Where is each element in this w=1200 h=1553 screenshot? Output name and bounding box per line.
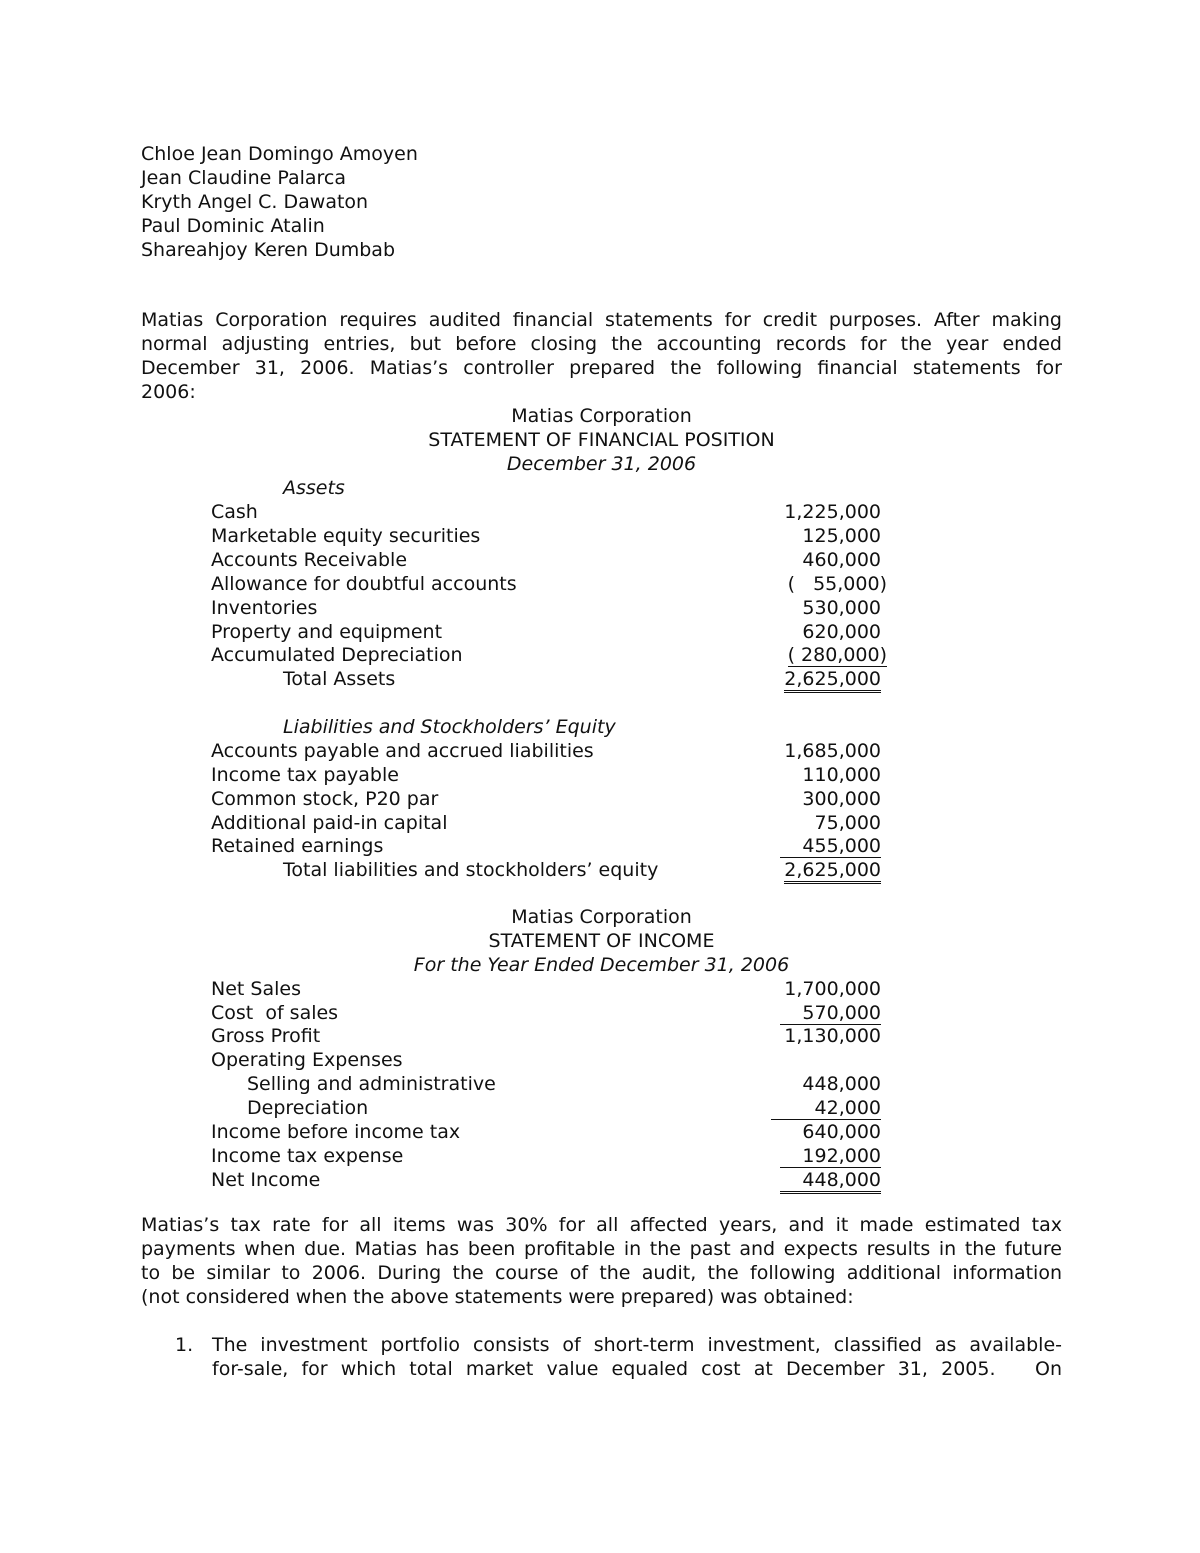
row-value: 640,000 [802, 1121, 881, 1143]
sfp-row [211, 524, 881, 548]
paragraph-line: to be similar to 2006. During the course of the audit, the following additional information [141, 1262, 1062, 1284]
soi-period: For the Year Ended December 31, 2006 [413, 954, 790, 976]
row-value: 455,000 [780, 836, 881, 858]
row-value: 75,000 [814, 812, 881, 834]
row-label: Depreciation [247, 1097, 369, 1119]
soi-row [211, 977, 881, 1001]
soi-title: STATEMENT OF INCOME [488, 930, 715, 952]
soi-row [211, 1048, 881, 1072]
row-label: Common stock, P20 par [211, 788, 439, 810]
row-value-wrap [784, 667, 881, 693]
sfp-row [211, 620, 881, 644]
row-label: Total Assets [283, 668, 396, 690]
sfp-row [211, 834, 881, 858]
row-value: 448,000 [780, 1170, 881, 1194]
row-label: Income tax payable [211, 764, 399, 786]
paragraph-line: payments when due. Matias has been profitable in the past and expects results in the future [141, 1238, 1062, 1260]
paragraph-line: for-sale, for which total market value equaled cost at December 31, 2005. On [212, 1358, 1062, 1380]
soi-company: Matias Corporation [511, 906, 692, 928]
row-label: Allowance for doubtful accounts [211, 573, 517, 595]
row-label: Cost of sales [211, 1002, 339, 1024]
row-label: Marketable equity securities [211, 525, 481, 547]
row-value: 570,000 [780, 1003, 881, 1025]
section-heading: Assets [283, 477, 345, 499]
paragraph-line: The investment portfolio consists of short-term investment, classified as available- [212, 1334, 1062, 1356]
soi-row [211, 1120, 881, 1144]
closing-paragraph [141, 1213, 1062, 1309]
row-value-wrap [780, 1168, 881, 1194]
sfp-row [211, 500, 881, 524]
row-label: Retained earnings [211, 835, 384, 857]
row-label: Cash [211, 501, 258, 523]
row-label: Income before income tax [211, 1121, 461, 1143]
soi-row [211, 1001, 881, 1025]
paragraph-line: December 31, 2006. Matias’s controller prepared the following financial statements for [141, 357, 1062, 379]
row-value-wrap [780, 1001, 881, 1025]
soi-row [211, 1096, 881, 1120]
row-value: 1,700,000 [784, 978, 881, 1000]
sfp-row [211, 739, 881, 763]
sfp-total-row [211, 667, 881, 691]
liab-heading [211, 715, 881, 739]
row-value: 110,000 [802, 764, 881, 786]
author-name: Chloe Jean Domingo Amoyen [141, 143, 418, 165]
row-label: Accounts payable and accrued liabilities [211, 740, 594, 762]
row-label: Additional paid-in capital [211, 812, 448, 834]
sfp-total-row [211, 858, 881, 882]
author-name: Shareahjoy Keren Dumbab [141, 239, 396, 261]
row-value: 125,000 [802, 525, 881, 547]
row-label: Income tax expense [211, 1145, 404, 1167]
row-label: Accumulated Depreciation [211, 644, 463, 666]
row-value: 448,000 [802, 1073, 881, 1095]
row-label: Property and equipment [211, 621, 443, 643]
sfp-row [211, 548, 881, 572]
soi-row [211, 1144, 881, 1168]
paragraph-line: Matias’s tax rate for all items was 30% for all affected years, and it made estimated tax [141, 1214, 1062, 1236]
soi-row [211, 1024, 881, 1048]
row-label: Selling and administrative [247, 1073, 496, 1095]
assets-heading [211, 476, 881, 500]
row-value-wrap [771, 1096, 881, 1120]
section-heading: Liabilities and Stockholders’ Equity [283, 716, 616, 738]
sfp-row [211, 787, 881, 811]
list-number: 1. [175, 1334, 194, 1356]
row-value-wrap [784, 858, 881, 884]
author-name: Kryth Angel C. Dawaton [141, 191, 369, 213]
row-value: 42,000 [771, 1098, 881, 1120]
row-value: 192,000 [780, 1146, 881, 1168]
sfp-company: Matias Corporation [511, 405, 692, 427]
row-value: 1,130,000 [784, 1025, 881, 1047]
sfp-row [211, 596, 881, 620]
paragraph-line: Matias Corporation requires audited financial statements for credit purposes. After making [141, 309, 1062, 331]
intro-paragraph [141, 308, 1062, 404]
row-value: 2,625,000 [784, 860, 881, 884]
row-label: Inventories [211, 597, 318, 619]
row-value: ( 55,000) [787, 573, 887, 595]
row-value: 460,000 [802, 549, 881, 571]
paragraph-line: normal adjusting entries, but before closing the accounting records for the year ended [141, 333, 1062, 355]
paragraph-line: 2006: [141, 381, 196, 403]
author-list [141, 142, 418, 262]
row-label: Accounts Receivable [211, 549, 408, 571]
list-item-text [212, 1333, 1062, 1381]
row-value-wrap [780, 1144, 881, 1168]
row-value: ( 280,000) [787, 644, 887, 666]
row-label: Total liabilities and stockholders’ equity [283, 859, 659, 881]
sfp-title: STATEMENT OF FINANCIAL POSITION [428, 429, 775, 451]
numbered-list-item [175, 1333, 1062, 1381]
sfp-row [211, 811, 881, 835]
row-value: 1,685,000 [784, 740, 881, 762]
row-value: 1,225,000 [784, 501, 881, 523]
row-value: 300,000 [802, 788, 881, 810]
row-value-wrap [788, 643, 887, 667]
row-value: 2,625,000 [784, 669, 881, 693]
sfp-row [211, 763, 881, 787]
paragraph-line: (not considered when the above statements were prepared) was obtained: [141, 1286, 854, 1308]
author-name: Jean Claudine Palarca [141, 167, 347, 189]
soi-total-row [211, 1168, 881, 1192]
sfp-row [211, 643, 887, 667]
row-value: 530,000 [802, 597, 881, 619]
row-value: 620,000 [802, 621, 881, 643]
row-label: Net Sales [211, 978, 301, 1000]
row-value-wrap [780, 834, 881, 858]
row-label: Gross Profit [211, 1025, 321, 1047]
sfp-row [211, 572, 887, 596]
row-label: Net Income [211, 1169, 321, 1191]
sfp-date: December 31, 2006 [506, 453, 697, 475]
row-label: Operating Expenses [211, 1049, 403, 1071]
author-name: Paul Dominic Atalin [141, 215, 325, 237]
soi-row [211, 1072, 881, 1096]
